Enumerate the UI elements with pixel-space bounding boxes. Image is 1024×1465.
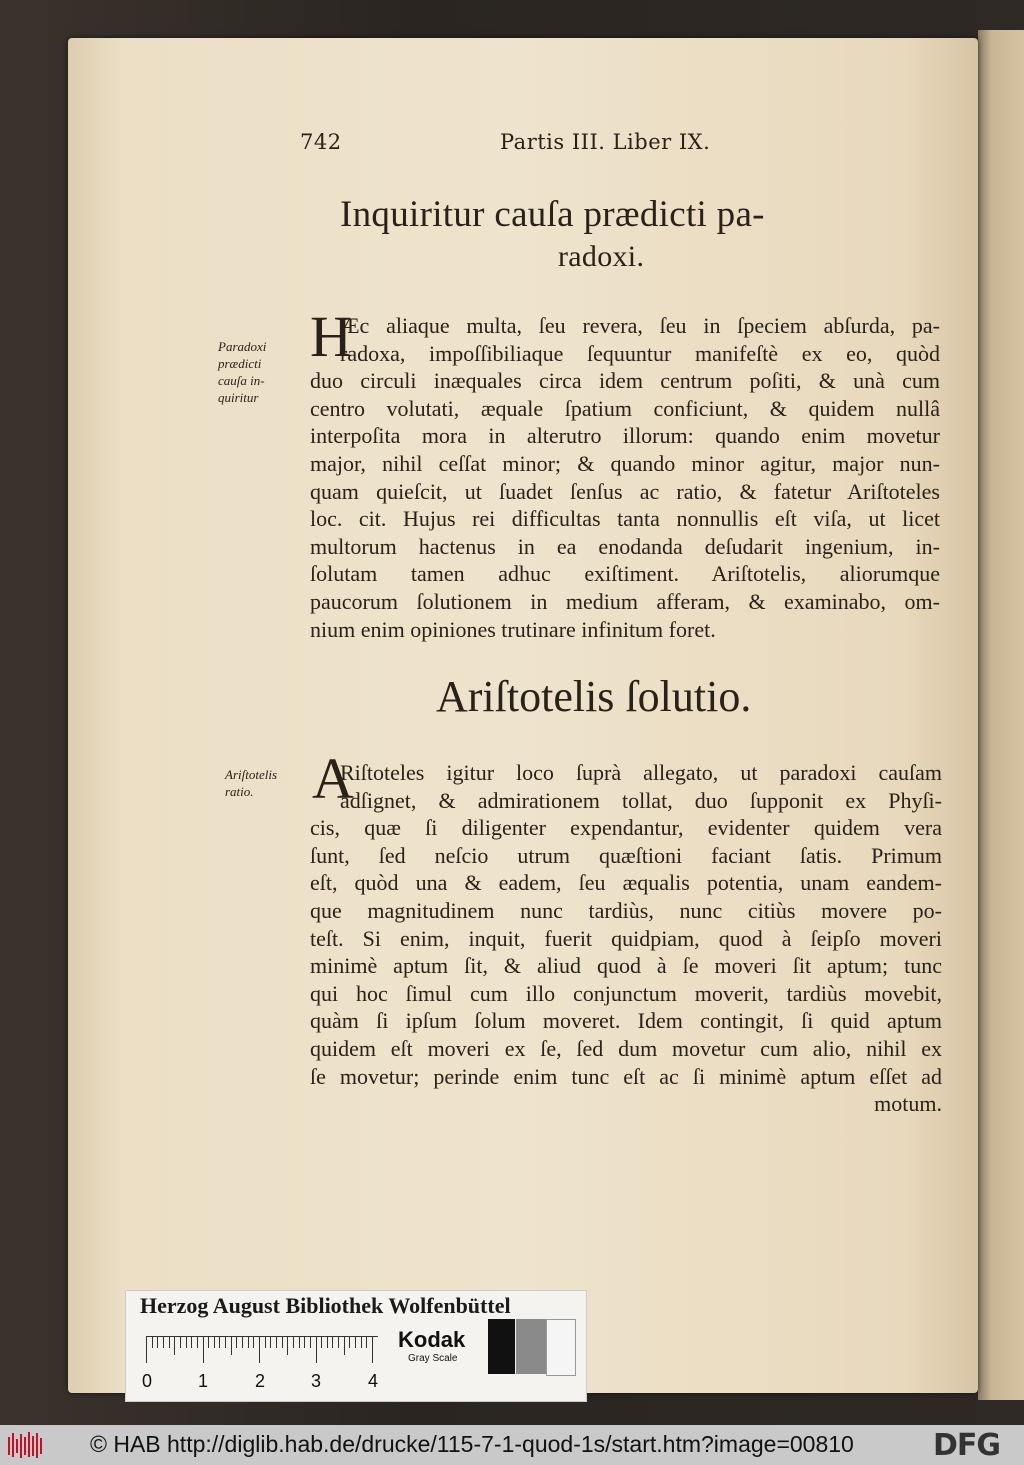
ruler-tick	[299, 1337, 300, 1348]
ruler-tick	[316, 1337, 317, 1363]
margin-note-line: Ariſtotelis	[225, 767, 277, 782]
ruler-tick	[248, 1337, 249, 1348]
ruler-tick	[310, 1337, 311, 1348]
margin-note-line: Paradoxi	[218, 339, 267, 354]
ruler-tick	[157, 1337, 158, 1348]
margin-note-2	[225, 766, 277, 800]
text-line: multorum hactenus in ea enodanda deſudarit ingenium, in-	[310, 533, 940, 559]
ruler-tick	[270, 1337, 271, 1348]
ruler-tick	[293, 1337, 294, 1348]
text-line: Riſtoteles igitur loco ſuprà allegato, ut paradoxi cauſam	[340, 760, 942, 785]
hab-logo-icon	[6, 1431, 46, 1459]
copyright-url: © HAB http://diglib.hab.de/drucke/115-7-1-quod-1s/start.htm?image=00810	[90, 1431, 854, 1457]
ruler-tick	[169, 1337, 170, 1348]
margin-note-line: prædicti	[218, 356, 262, 371]
text-line: radoxa, impoſſibiliaque ſequuntur manifeſtè ex eo, quòd	[340, 340, 940, 366]
text-line: adſignet, & admirationem tollat, duo ſupponit ex Phyſi-	[340, 787, 942, 813]
text-line: minimè aptum ſit, & aliud quod à ſe moveri ſit aptum; tunc	[310, 953, 942, 979]
ruler-tick	[327, 1337, 328, 1348]
ruler-tick	[203, 1337, 204, 1363]
ruler-tick	[253, 1337, 254, 1348]
ruler-number: 3	[311, 1371, 322, 1391]
text-line: major, nihil ceſſat minor; & quando minor agitur, major nun-	[310, 451, 940, 476]
gray-patch-black	[488, 1319, 515, 1374]
ruler-tick	[191, 1337, 192, 1348]
text-line: ſe movetur; perinde enim tunc eſt ac ſi minimè aptum eſſet ad	[310, 1063, 942, 1089]
chapter-heading-line1: Inquiritur cauſa prædicti pa-	[340, 194, 765, 235]
kodak-brand: Kodak	[398, 1327, 466, 1352]
gray-scale-label: Gray Scale	[408, 1353, 458, 1364]
card-title: Herzog August Bibliothek Wolfenbüttel	[140, 1293, 511, 1318]
text-line: ſolutam tamen adhuc exiſtiment. Ariſtotelis, aliorumque	[310, 561, 940, 587]
ruler-tick	[321, 1337, 322, 1348]
ruler-number: 0	[142, 1371, 153, 1391]
ruler-number: 1	[198, 1371, 209, 1391]
text-line: quidem eſt moveri ex ſe, ſed dum movetur cum alio, nihil ex	[310, 1036, 942, 1061]
ruler-tick	[225, 1337, 226, 1348]
ruler-tick	[152, 1337, 153, 1348]
ruler-tick	[146, 1337, 147, 1363]
ruler-tick	[338, 1337, 339, 1348]
ruler-tick	[214, 1337, 215, 1348]
ruler-tick	[163, 1337, 164, 1348]
text-line: centro volutati, æquale ſpatium conficiunt, & quidem nullâ	[310, 395, 940, 421]
text-line: paucorum ſolutionem in medium afferam, & examinabo, om-	[310, 589, 940, 614]
ruler-number: 4	[368, 1371, 379, 1391]
chapter-heading-line2: radoxi.	[558, 240, 645, 273]
text-line: loc. cit. Hujus rei difficultas tanta nonnullis eſt viſa, ut licet	[310, 506, 940, 532]
dfg-logo: DFG	[933, 1428, 1001, 1463]
text-line: duo circuli inæquales circa idem centrum poſiti, & unà cum	[310, 368, 940, 394]
ruler-tick	[242, 1337, 243, 1348]
text-line: que magnitudinem nunc tardiùs, nunc citiùs movere po-	[310, 898, 942, 923]
ruler-tick	[355, 1337, 356, 1348]
margin-note-1	[218, 338, 266, 406]
margin-note-line: quiritur	[218, 390, 259, 405]
page-number: 742	[300, 130, 342, 154]
book-page	[68, 38, 978, 1393]
ruler-tick	[366, 1337, 367, 1348]
gray-patch-white	[546, 1319, 576, 1376]
text-line: motum.	[874, 1091, 942, 1117]
ruler-tick	[197, 1337, 198, 1348]
ruler-tick	[332, 1337, 333, 1348]
text-line: Æc aliaque multa, ſeu revera, ſeu in ſpeciem abſurda, pa-	[340, 313, 940, 338]
ruler-tick	[344, 1337, 345, 1355]
ruler-tick	[372, 1337, 373, 1363]
text-line: ſunt, ſed neſcio utrum quæſtioni faciant ſatis. Primum	[310, 842, 942, 868]
ruler-tick	[276, 1337, 277, 1348]
color-calibration-card	[125, 1290, 587, 1402]
text-line: interpoſita mora in alterutro illorum: quando enim movetur	[310, 423, 940, 449]
text-line: cis, quæ ſi diligenter expendantur, evidenter quidem vera	[310, 815, 942, 841]
text-line: teſt. Si enim, inquit, fuerit quidpiam, quod à ſeipſo moveri	[310, 925, 942, 951]
ruler-tick	[265, 1337, 266, 1348]
drop-cap-a: A	[312, 746, 354, 811]
margin-note-line: cauſa in-	[218, 373, 265, 388]
text-line: eſt, quòd una & eadem, ſeu æqualis potentia, unam eandem-	[310, 870, 942, 896]
ruler-tick	[208, 1337, 209, 1348]
margin-note-line: ratio.	[225, 784, 254, 799]
text-line: quàm ſi ipſum ſolum moveret. Idem contingit, ſi quid aptum	[310, 1008, 942, 1034]
text-line: quam quieſcit, ut ſuadet ſenſus ac ratio, & fatetur Ariſtoteles	[310, 478, 940, 504]
ruler-tick	[236, 1337, 237, 1348]
drop-cap-h: H	[310, 304, 352, 369]
text-line: qui hoc ſimul cum illo conjunctum moverit, tardiùs movebit,	[310, 980, 942, 1006]
ruler	[146, 1336, 378, 1365]
ruler-tick	[282, 1337, 283, 1348]
ruler-tick	[186, 1337, 187, 1348]
footer-bar	[0, 1425, 1024, 1465]
section-heading: Ariſtotelis ſolutio.	[436, 672, 752, 721]
ruler-tick	[219, 1337, 220, 1348]
ruler-tick	[259, 1337, 260, 1363]
adjacent-page-edge	[978, 30, 1024, 1400]
ruler-tick	[349, 1337, 350, 1348]
ruler-number: 2	[255, 1371, 266, 1391]
gray-patch-mid	[516, 1319, 546, 1374]
ruler-tick	[361, 1337, 362, 1348]
ruler-tick	[287, 1337, 288, 1355]
ruler-tick	[304, 1337, 305, 1348]
ruler-tick	[174, 1337, 175, 1355]
text-line: nium enim opiniones trutinare infinitum foret.	[310, 616, 716, 642]
ruler-tick	[231, 1337, 232, 1355]
running-head: Partis III. Liber IX.	[500, 130, 711, 154]
ruler-tick	[180, 1337, 181, 1348]
